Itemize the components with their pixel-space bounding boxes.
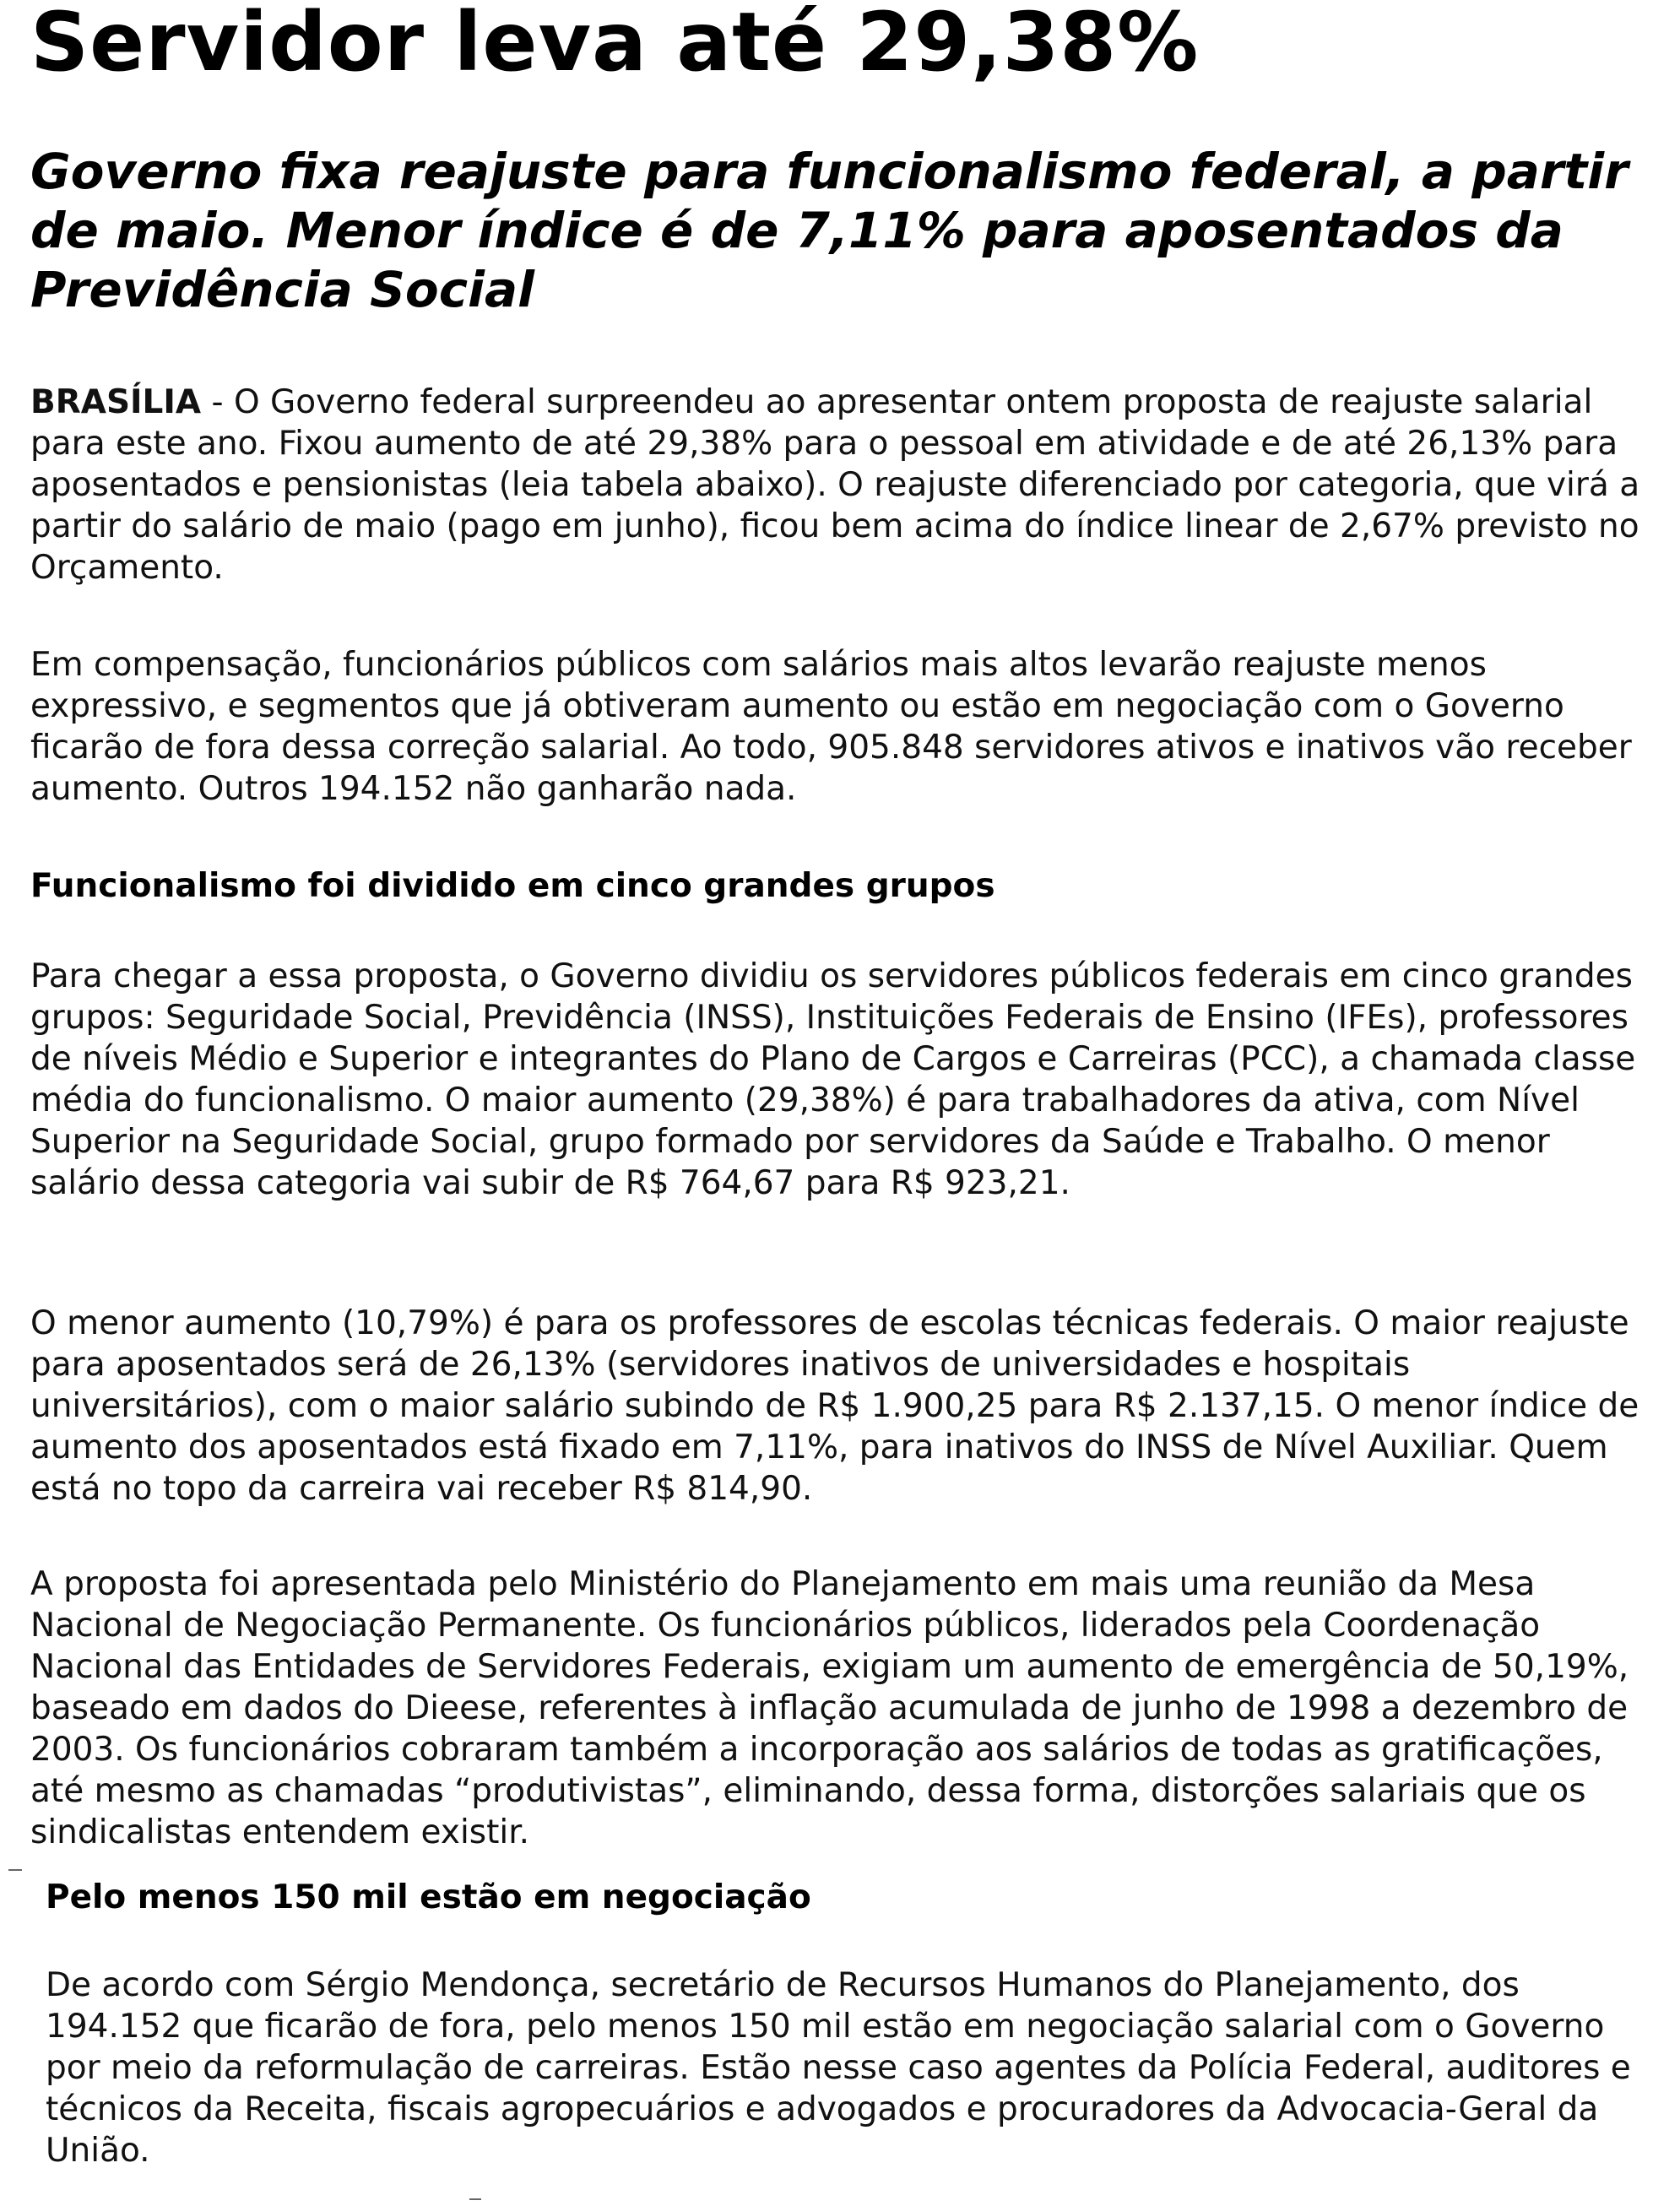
subheadline: Governo fixa reajuste para funcionalismo federal, a partir de maio. Menor índice é de 7,11% para aposentados da Previdência Social xyxy=(30,143,1629,318)
paragraph-proposal: A proposta foi apresentada pelo Ministério do Planejamento em mais uma reunião da Mesa Nacional de Negociação Permanente. Os funcionários públicos, liderados pela Coordenação Nacional das Entidades de Servidores Federais, exigiam um aumento de emergência de 50,19%, baseado em dados do Dieese, referentes à inflação acumulada de junho de 1998 a dezembro de 2003. Os funcionários cobraram também a incorporação aos salários de todas as gratificações, até mesmo as chamadas “produtivistas”, eliminando, dessa forma, distorções salariais que os sindicalistas entendem existir. xyxy=(30,1565,1629,1851)
scan-mark xyxy=(469,2198,481,2200)
headline: Servidor leva até 29,38% xyxy=(30,0,1200,89)
paragraph-lowest-raise: O menor aumento (10,79%) é para os professores de escolas técnicas federais. O maior reajuste para aposentados será de 26,13% (servidores inativos de universidades e hospitais universitários), com o maior salário subindo de R$ 1.900,25 para R$ 2.137,15. O menor índice de aumento dos aposentados está fixado em 7,11%, para inativos do INSS de Nível Auxiliar. Quem está no topo da carreira vai receber R$ 814,90. xyxy=(30,1304,1639,1508)
paragraph-intro-text: - O Governo federal surpreendeu ao apresentar ontem proposta de reajuste salarial para este ano. Fixou aumento de até 29,38% para o pessoal em atividade e de até 26,13% para aposentados e pensionistas (leia tabela abaixo). O reajuste diferenciado por categoria, que virá a partir do salário de maio (pago em junho), ficou bem acima do índice linear de 2,67% previsto no Orçamento. xyxy=(30,383,1640,587)
section-title-negotiation: Pelo menos 150 mil estão em negociação xyxy=(46,1878,811,1916)
dateline: BRASÍLIA xyxy=(30,383,202,421)
paragraph-compensation: Em compensação, funcionários públicos com salários mais altos levarão reajuste menos expressivo, e segmentos que já obtiveram aumento ou estão em negociação com o Governo ficarão de fora dessa correção salarial. Ao todo, 905.848 servidores ativos e inativos vão receber aumento. Outros 194.152 não ganharão nada. xyxy=(30,646,1632,808)
paragraph-negotiation: De acordo com Sérgio Mendonça, secretário de Recursos Humanos do Planejamento, dos 194.152 que ficarão de fora, pelo menos 150 mil estão em negociação salarial com o Governo por meio da reformulação de carreiras. Estão nesse caso agentes da Polícia Federal, auditores e técnicos da Receita, fiscais agropecuários e advogados e procuradores da Advocacia-Geral da União. xyxy=(46,1966,1631,2170)
scan-mark xyxy=(8,1869,22,1871)
paragraph-groups: Para chegar a essa proposta, o Governo dividiu os servidores públicos federais em cinco grandes grupos: Seguridade Social, Previdência (INSS), Instituições Federais de Ensino (IFEs), professores de níveis Médio e Superior e integrantes do Plano de Cargos e Carreiras (PCC), a chamada classe média do funcionalismo. O maior aumento (29,38%) é para trabalhadores da ativa, com Nível Superior na Seguridade Social, grupo formado por servidores da Saúde e Trabalho. O menor salário dessa categoria vai subir de R$ 764,67 para R$ 923,21. xyxy=(30,957,1636,1202)
paragraph-intro xyxy=(30,382,1651,588)
section-title-groups: Funcionalismo foi dividido em cinco grandes grupos xyxy=(30,867,995,905)
